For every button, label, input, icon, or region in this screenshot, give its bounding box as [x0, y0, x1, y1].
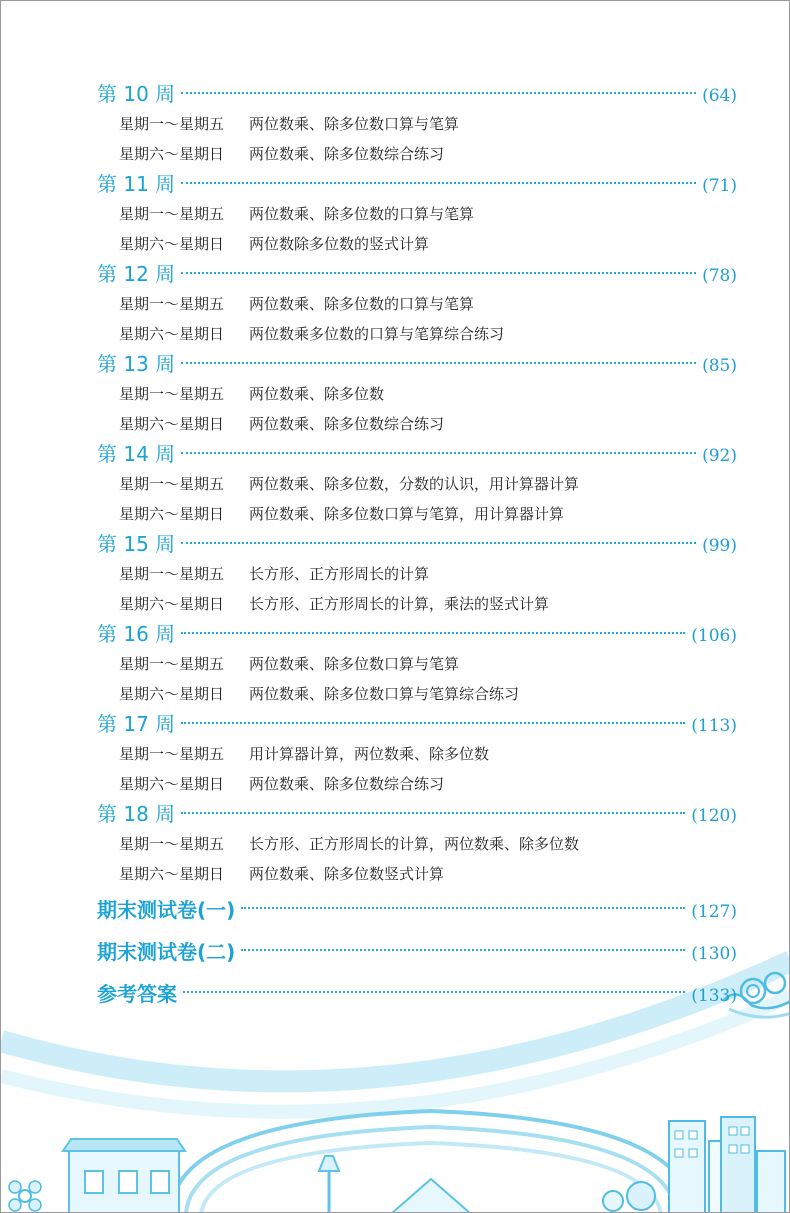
shop-awning-illustration [63, 1139, 185, 1213]
entry-topic: 两位数除多位数的竖式计算 [249, 235, 430, 253]
dot-leader [181, 272, 696, 274]
week-heading[interactable] [97, 799, 737, 829]
toc-entry[interactable] [97, 379, 737, 409]
week-heading[interactable] [97, 349, 737, 379]
page-number: (113) [691, 716, 737, 736]
week-title: 第 15 周 [97, 532, 176, 556]
toc-entry[interactable] [97, 679, 737, 709]
day-range: 星期六～星期日 [119, 325, 225, 343]
day-range: 星期一～星期五 [119, 835, 225, 853]
dot-leader [241, 907, 685, 909]
entry-topic: 长方形、正方形周长的计算，乘法的竖式计算 [249, 595, 550, 613]
toc-entry[interactable] [97, 859, 737, 889]
dot-leader [181, 182, 696, 184]
week-heading[interactable] [97, 169, 737, 199]
page-number: (92) [702, 446, 737, 466]
entry-topic: 两位数乘、除多位数口算与笔算 [249, 655, 460, 673]
page-number: (120) [691, 806, 737, 826]
day-range: 星期一～星期五 [119, 295, 225, 313]
week-heading[interactable] [97, 79, 737, 109]
toc-entry[interactable] [97, 469, 737, 499]
dot-leader [181, 542, 696, 544]
toc-entry[interactable] [97, 829, 737, 859]
section-title: 期末测试卷(一) [97, 898, 236, 922]
toc-entry[interactable] [97, 289, 737, 319]
week-heading[interactable] [97, 709, 737, 739]
toc-entry[interactable] [97, 409, 737, 439]
page-number: (133) [691, 986, 737, 1006]
page-number: (64) [702, 86, 737, 106]
dot-leader [183, 991, 685, 993]
entry-topic: 长方形、正方形周长的计算，两位数乘、除多位数 [249, 835, 580, 853]
week-title: 第 16 周 [97, 622, 176, 646]
dot-leader [181, 722, 685, 724]
entry-topic: 两位数乘、除多位数综合练习 [249, 145, 445, 163]
week-heading[interactable] [97, 529, 737, 559]
dot-leader [181, 92, 696, 94]
week-title: 第 17 周 [97, 712, 176, 736]
toc-entry[interactable] [97, 769, 737, 799]
toc-entry[interactable] [97, 559, 737, 589]
entry-topic: 两位数乘、除多位数的口算与笔算 [249, 205, 475, 223]
entry-topic: 两位数乘、除多位数的口算与笔算 [249, 295, 475, 313]
day-range: 星期六～星期日 [119, 145, 225, 163]
section-heading[interactable] [97, 973, 737, 1015]
table-of-contents [97, 79, 737, 1015]
entry-topic: 长方形、正方形周长的计算 [249, 565, 430, 583]
week-heading[interactable] [97, 259, 737, 289]
day-range: 星期六～星期日 [119, 415, 225, 433]
week-heading[interactable] [97, 619, 737, 649]
toc-entry[interactable] [97, 319, 737, 349]
toc-entry[interactable] [97, 229, 737, 259]
entry-topic: 两位数乘、除多位数综合练习 [249, 775, 445, 793]
toc-entry[interactable] [97, 199, 737, 229]
entry-topic: 两位数乘、除多位数 [249, 385, 385, 403]
day-range: 星期一～星期五 [119, 655, 225, 673]
day-range: 星期六～星期日 [119, 595, 225, 613]
toc-entry[interactable] [97, 739, 737, 769]
page-number: (106) [691, 626, 737, 646]
day-range: 星期六～星期日 [119, 235, 225, 253]
week-title: 第 14 周 [97, 442, 176, 466]
dot-leader [181, 632, 685, 634]
entry-topic: 两位数乘多位数的口算与笔算综合练习 [249, 325, 505, 343]
section-title: 参考答案 [97, 982, 177, 1006]
day-range: 星期一～星期五 [119, 745, 225, 763]
week-heading[interactable] [97, 439, 737, 469]
entry-topic: 两位数乘、除多位数竖式计算 [249, 865, 445, 883]
week-title: 第 13 周 [97, 352, 176, 376]
dot-leader [181, 812, 685, 814]
week-title: 第 10 周 [97, 82, 176, 106]
dot-leader [181, 452, 696, 454]
week-title: 第 11 周 [97, 172, 176, 196]
day-range: 星期一～星期五 [119, 385, 225, 403]
section-title: 期末测试卷(二) [97, 940, 236, 964]
dot-leader [181, 362, 696, 364]
lamp-post-illustration [319, 1156, 339, 1213]
toc-entry[interactable] [97, 649, 737, 679]
page-number: (85) [702, 356, 737, 376]
day-range: 星期六～星期日 [119, 685, 225, 703]
entry-topic: 两位数乘、除多位数口算与笔算 [249, 115, 460, 133]
section-heading[interactable] [97, 889, 737, 931]
day-range: 星期一～星期五 [119, 115, 225, 133]
entry-topic: 用计算器计算，两位数乘、除多位数 [249, 745, 490, 763]
flower-icon [9, 1181, 41, 1211]
page-number: (99) [702, 536, 737, 556]
entry-topic: 两位数乘、除多位数口算与笔算，用计算器计算 [249, 505, 565, 523]
dot-leader [241, 949, 685, 951]
toc-entry[interactable] [97, 589, 737, 619]
page-number: (130) [691, 944, 737, 964]
toc-entry[interactable] [97, 499, 737, 529]
day-range: 星期一～星期五 [119, 475, 225, 493]
section-heading[interactable] [97, 931, 737, 973]
week-title: 第 12 周 [97, 262, 176, 286]
day-range: 星期六～星期日 [119, 775, 225, 793]
entry-topic: 两位数乘、除多位数，分数的认识，用计算器计算 [249, 475, 580, 493]
week-title: 第 18 周 [97, 802, 176, 826]
page-number: (71) [702, 176, 737, 196]
toc-entry[interactable] [97, 139, 737, 169]
page-number: (78) [702, 266, 737, 286]
page-number: (127) [691, 902, 737, 922]
day-range: 星期一～星期五 [119, 565, 225, 583]
city-buildings-illustration [603, 1117, 785, 1213]
entry-topic: 两位数乘、除多位数综合练习 [249, 415, 445, 433]
toc-entry[interactable] [97, 109, 737, 139]
day-range: 星期六～星期日 [119, 865, 225, 883]
day-range: 星期六～星期日 [119, 505, 225, 523]
day-range: 星期一～星期五 [119, 205, 225, 223]
entry-topic: 两位数乘、除多位数口算与笔算综合练习 [249, 685, 520, 703]
